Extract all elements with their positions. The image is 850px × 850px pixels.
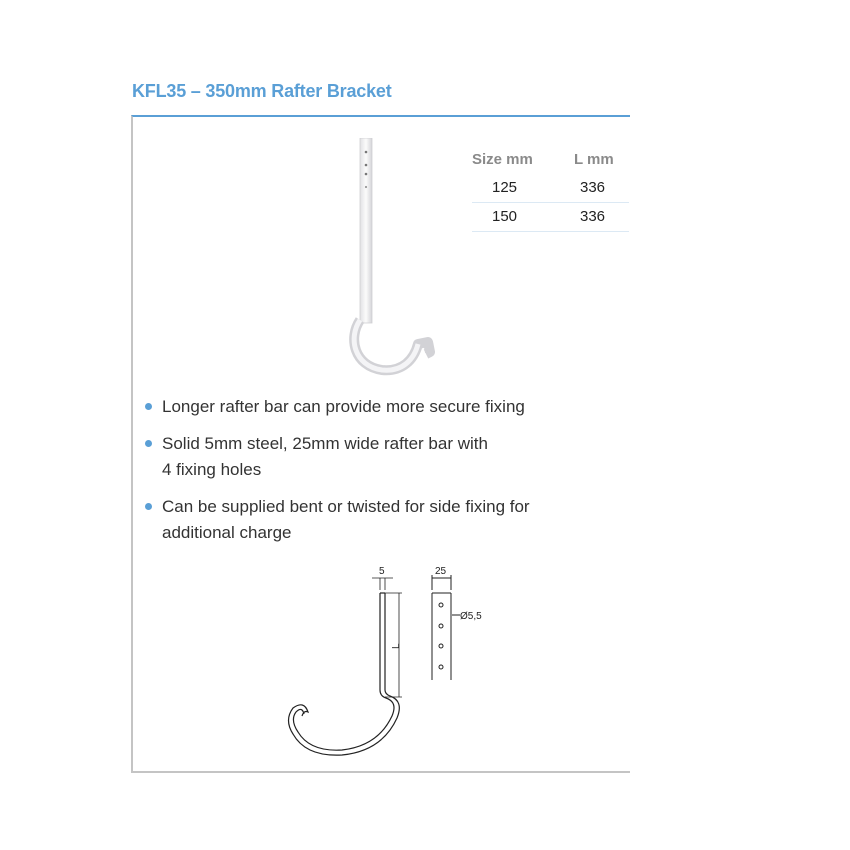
cell-length: 336 xyxy=(574,203,629,232)
feature-text: Longer rafter bar can provide more secure fixing xyxy=(162,397,525,416)
cell-size: 150 xyxy=(472,203,574,232)
table-header-row xyxy=(472,147,629,174)
page-title: KFL35 – 350mm Rafter Bracket xyxy=(132,81,392,101)
spec-table xyxy=(472,147,629,232)
column-header-size: Size mm xyxy=(472,151,533,168)
feature-text: Solid 5mm steel, 25mm wide rafter bar with 4 fixing holes xyxy=(162,434,488,479)
width-label: 25 xyxy=(435,566,447,577)
bracket-photo xyxy=(340,138,440,378)
list-item xyxy=(145,494,602,546)
cell-length: 336 xyxy=(574,174,629,203)
hole-diameter-label: Ø5,5 xyxy=(460,611,482,622)
cell-size: 125 xyxy=(472,174,574,203)
thickness-label: 5 xyxy=(379,566,385,577)
length-label: L xyxy=(391,643,402,649)
bullet-icon xyxy=(145,440,152,447)
feature-text: Can be supplied bent or twisted for side fixing for additional charge xyxy=(162,497,530,542)
table-row xyxy=(472,203,629,232)
technical-drawing xyxy=(280,560,500,770)
bullet-icon xyxy=(145,503,152,510)
column-header-length: L mm xyxy=(574,151,614,168)
feature-list xyxy=(145,394,602,557)
bullet-icon xyxy=(145,403,152,410)
list-item xyxy=(145,394,602,420)
table-row xyxy=(472,174,629,203)
list-item xyxy=(145,431,502,483)
